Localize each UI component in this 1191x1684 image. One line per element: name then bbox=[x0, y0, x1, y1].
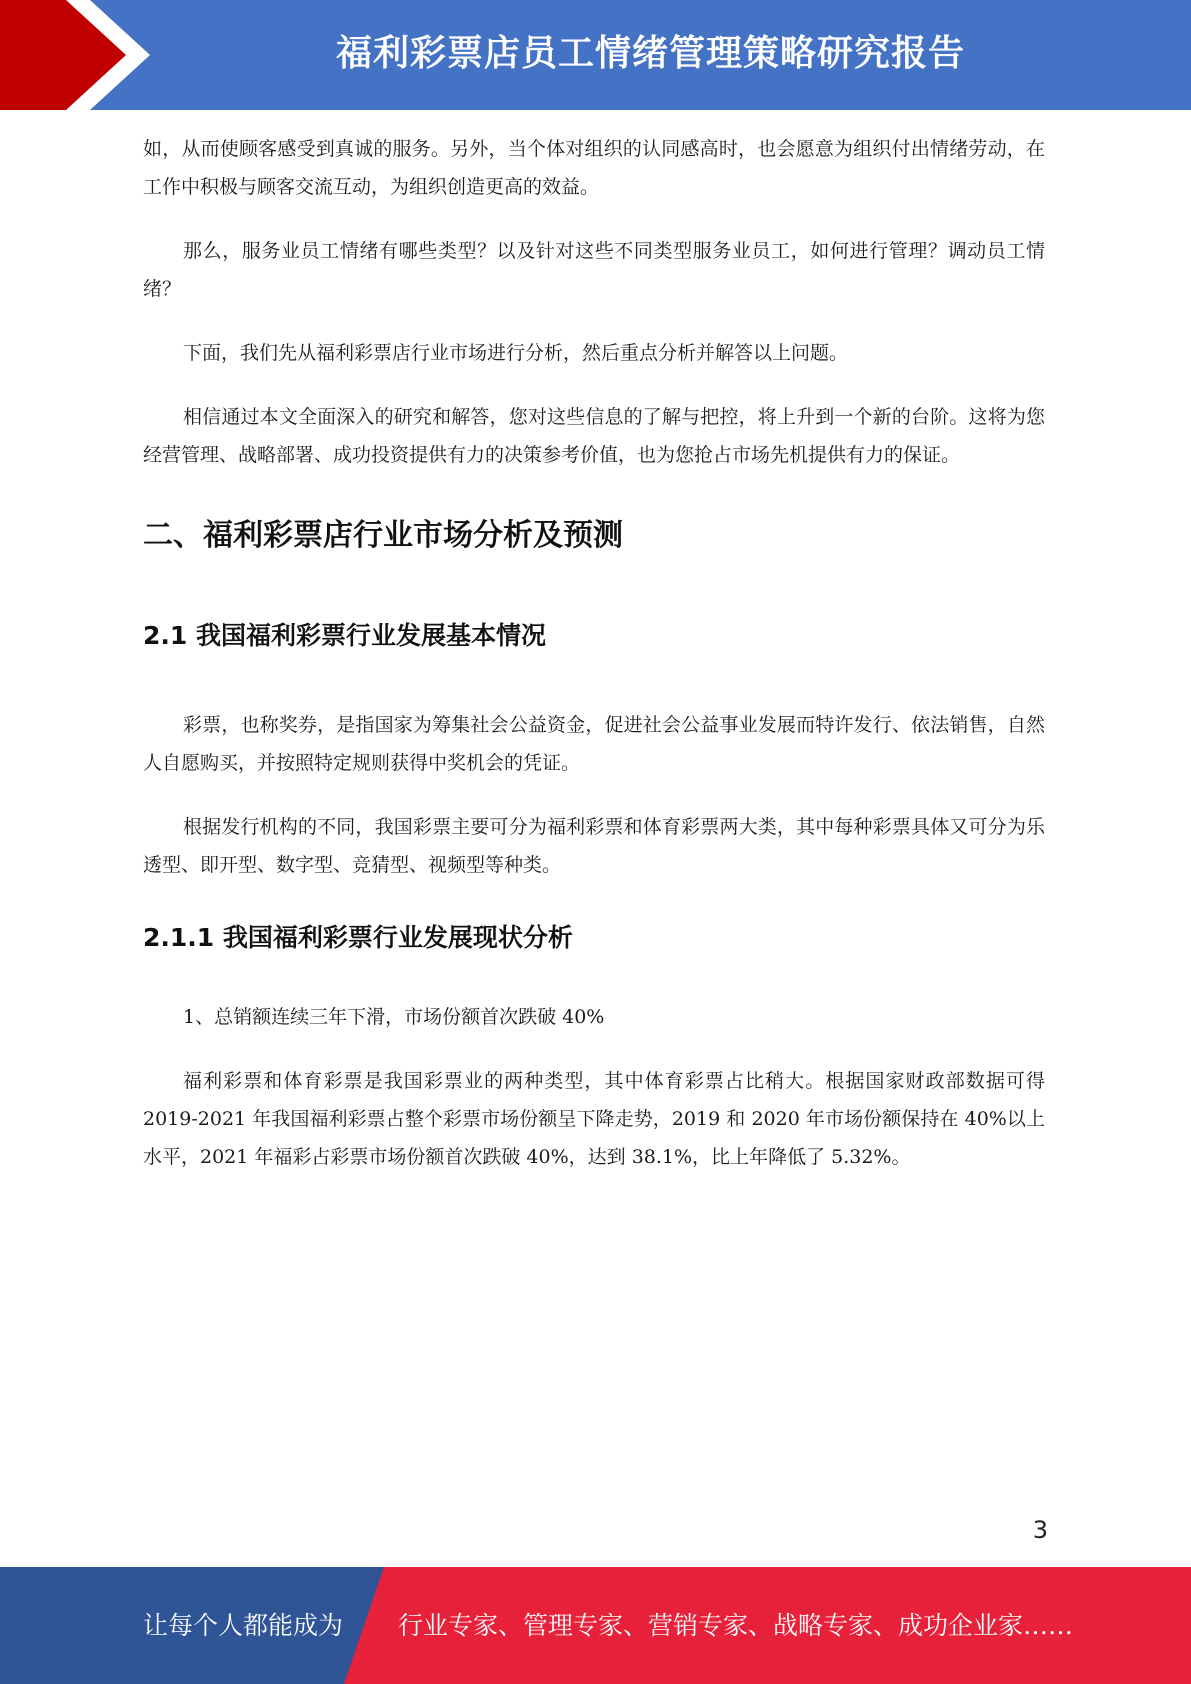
paragraph: 根据发行机构的不同，我国彩票主要可分为福利彩票和体育彩票两大类，其中每种彩票具体又可分为乐透型、即开型、数字型、竞猜型、视频型等种类。 bbox=[143, 816, 1045, 876]
subsection-heading: 2.1.1 我国福利彩票行业发展现状分析 bbox=[143, 923, 573, 952]
paragraph: 福利彩票和体育彩票是我国彩票业的两种类型，其中体育彩票占比稍大。根据国家财政部数据可得 2019-2021 年我国福利彩票占整个彩票市场份额呈下降走势，2019 和 2020 年市场份额保持在 40%以上水平，2021 年福彩占彩票市场份额首次跌破 40%，达到 38.1%，比上年降低了 5.32%。 bbox=[143, 1070, 1045, 1168]
report-title: 福利彩票店员工情绪管理策略研究报告 bbox=[335, 33, 965, 74]
paragraph: 1、总销额连续三年下滑，市场份额首次跌破 40% bbox=[183, 1006, 605, 1028]
header-chevron-graphic bbox=[0, 0, 160, 110]
paragraph: 如，从而使顾客感受到真诚的服务。另外，当个体对组织的认同感高时，也会愿意为组织付出情绪劳动，在工作中积极与顾客交流互动，为组织创造更高的效益。 bbox=[143, 138, 1045, 198]
footer-slogan-right: 行业专家、管理专家、营销专家、战略专家、成功企业家…… bbox=[398, 1611, 1074, 1640]
paragraph: 彩票，也称奖券，是指国家为筹集社会公益资金，促进社会公益事业发展而特许发行、依法销售，自然人自愿购买，并按照特定规则获得中奖机会的凭证。 bbox=[143, 714, 1045, 774]
subsection-heading: 2.1 我国福利彩票行业发展基本情况 bbox=[143, 621, 546, 650]
paragraph: 下面，我们先从福利彩票店行业市场进行分析，然后重点分析并解答以上问题。 bbox=[183, 342, 849, 364]
footer-slogan-left: 让每个人都能成为 bbox=[143, 1611, 344, 1640]
section-heading: 二、福利彩票店行业市场分析及预测 bbox=[143, 518, 623, 553]
document-body bbox=[143, 130, 1045, 1176]
page-number: 3 bbox=[1032, 1516, 1048, 1544]
header-banner bbox=[0, 0, 1191, 110]
paragraph: 相信通过本文全面深入的研究和解答，您对这些信息的了解与把控，将上升到一个新的台阶。这将为您经营管理、战略部署、成功投资提供有力的决策参考价值，也为您抢占市场先机提供有力的保证。 bbox=[143, 406, 1045, 466]
paragraph: 那么，服务业员工情绪有哪些类型？以及针对这些不同类型服务业员工，如何进行管理？调动员工情绪？ bbox=[143, 240, 1045, 300]
footer-banner bbox=[0, 1567, 1191, 1684]
